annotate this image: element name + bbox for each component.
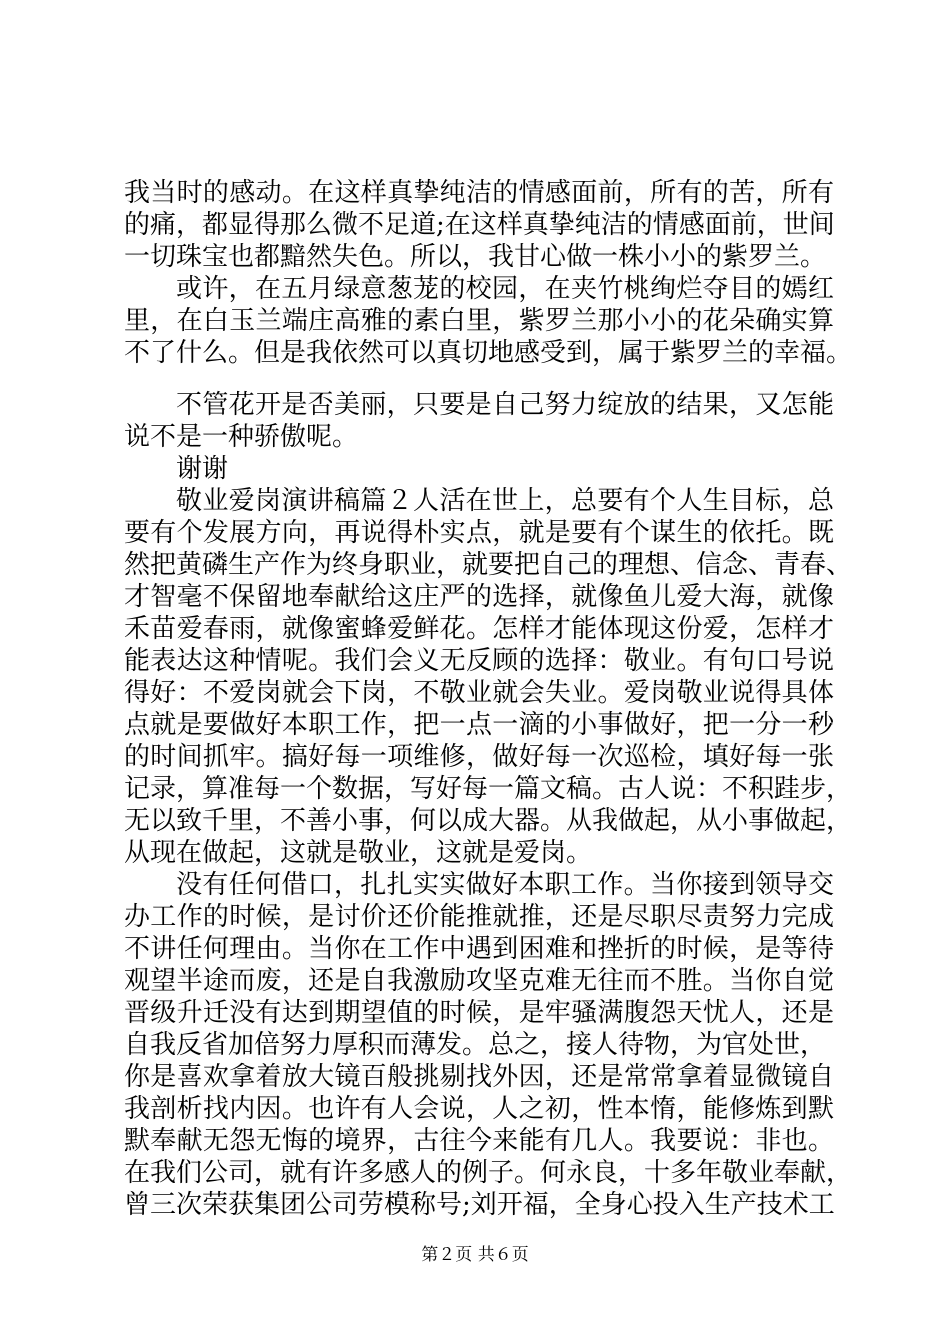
text-line: 里，在白玉兰端庄高雅的素白里，紫罗兰那小小的花朵确实算	[124, 306, 834, 336]
page-footer: 第２页 共６页	[421, 1245, 529, 1265]
text-line: 我剖析找内因。也许有人会说，人之初，性本惰，能修炼到默	[124, 1094, 834, 1124]
text-line: 晋级升迁没有达到期望值的时候，是牢骚满腹怨天忧人，还是	[124, 998, 834, 1028]
text-line: 说不是一种骄傲呢。	[124, 422, 359, 452]
text-line: 曾三次荣获集团公司劳模称号;刘开福，全身心投入生产技术工	[124, 1190, 835, 1220]
text-line: 谢谢	[176, 454, 229, 484]
text-line: 不管花开是否美丽，只要是自己努力绽放的结果，又怎能	[176, 390, 834, 420]
text-line: 然把黄磷生产作为终身职业，就要把自己的理想、信念、青春、	[124, 550, 853, 580]
text-line: 或许，在五月绿意葱茏的校园，在夹竹桃绚烂夺目的嫣红	[176, 274, 834, 304]
text-line: 你是喜欢拿着放大镜百般挑剔找外因，还是常常拿着显微镜自	[124, 1062, 834, 1092]
text-line: 的时间抓牢。搞好每一项维修，做好每一次巡检，填好每一张	[124, 742, 834, 772]
text-line: 一切珠宝也都黯然失色。所以，我甘心做一株小小的紫罗兰。	[124, 242, 827, 272]
text-line: 能表达这种情呢。我们会义无反顾的选择：敬业。有句口号说	[124, 646, 834, 676]
text-line: 才智毫不保留地奉献给这庄严的选择，就像鱼儿爱大海，就像	[124, 582, 834, 612]
text-line: 要有个发展方向，再说得朴实点，就是要有个谋生的依托。既	[124, 518, 834, 548]
text-line: 我当时的感动。在这样真挚纯洁的情感面前，所有的苦，所有	[124, 178, 834, 208]
text-line: 禾苗爱春雨，就像蜜蜂爱鲜花。怎样才能体现这份爱，怎样才	[124, 614, 834, 644]
text-line: 无以致千里，不善小事，何以成大器。从我做起，从小事做起，	[124, 806, 853, 836]
text-line: 点就是要做好本职工作，把一点一滴的小事做好，把一分一秒	[124, 710, 834, 740]
text-line: 自我反省加倍努力厚积而薄发。总之，接人待物，为官处世，	[124, 1030, 827, 1060]
text-line: 在我们公司，就有许多感人的例子。何永良，十多年敬业奉献，	[124, 1158, 853, 1188]
text-line: 得好：不爱岗就会下岗，不敬业就会失业。爱岗敬业说得具体	[124, 678, 834, 708]
text-line: 办工作的时候，是讨价还价能推就推，还是尽职尽责努力完成	[124, 902, 834, 932]
text-line: 敬业爱岗演讲稿篇２人活在世上，总要有个人生目标，总	[176, 486, 834, 516]
text-line: 默奉献无怨无悔的境界，古往今来能有几人。我要说：非也。	[124, 1126, 834, 1156]
text-line: 不了什么。但是我依然可以真切地感受到，属于紫罗兰的幸福。	[124, 338, 853, 368]
text-line: 的痛，都显得那么微不足道;在这样真挚纯洁的情感面前，世间	[124, 210, 835, 240]
text-line: 观望半途而废，还是自我激励攻坚克难无往而不胜。当你自觉	[124, 966, 834, 996]
text-line: 没有任何借口，扎扎实实做好本职工作。当你接到领导交	[176, 870, 834, 900]
text-line: 记录，算准每一个数据，写好每一篇文稿。古人说：不积跬步，	[124, 774, 853, 804]
text-line: 从现在做起，这就是敬业，这就是爱岗。	[124, 838, 593, 868]
text-line: 不讲任何理由。当你在工作中遇到困难和挫折的时候，是等待	[124, 934, 834, 964]
